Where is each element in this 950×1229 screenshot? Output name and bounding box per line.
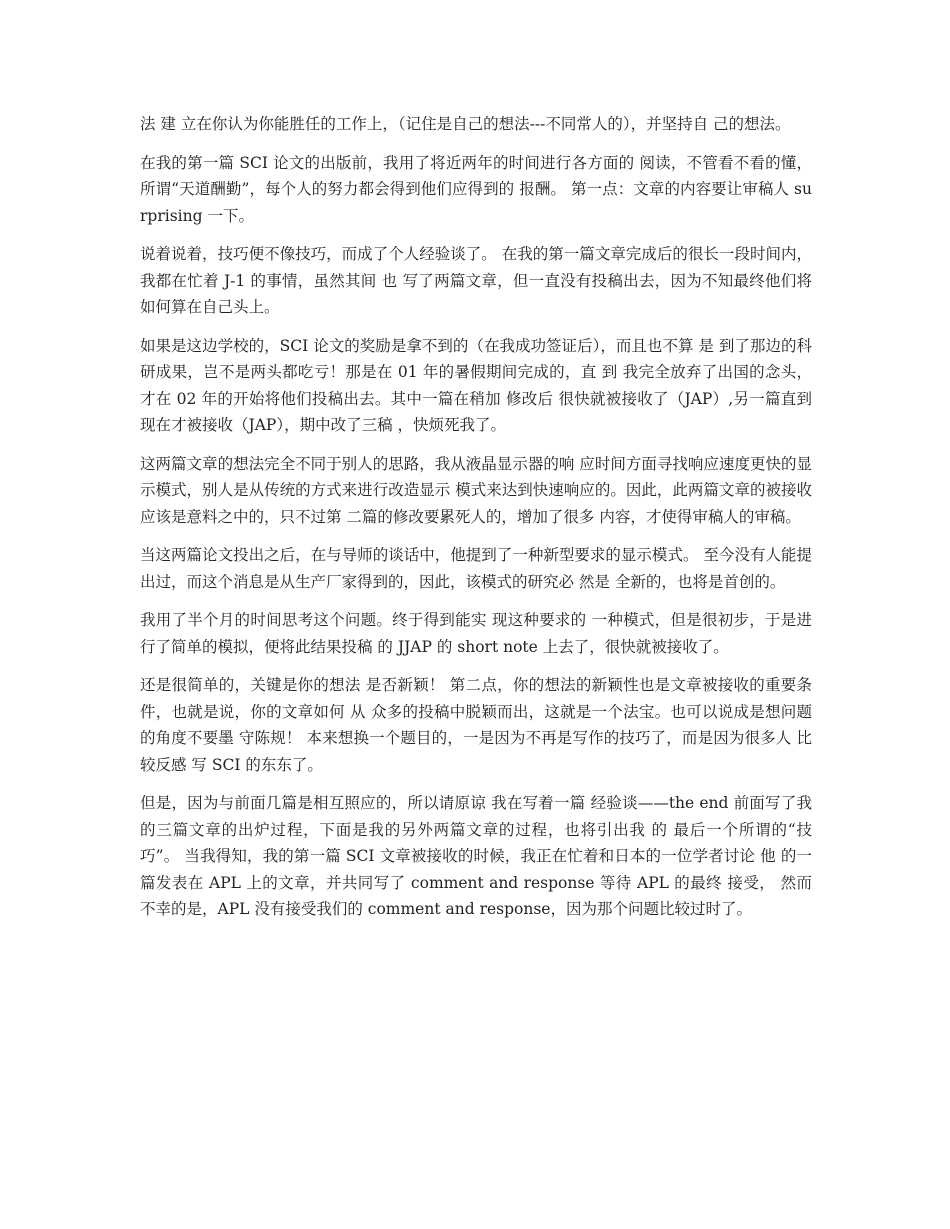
- paragraph: 但是，因为与前面几篇是相互照应的，所以请原谅 我在写着一篇 经验谈——the end 前面写了我的三篇文章的出炉过程，下面是我的另外两篇文章的过程，也将引出我 的 最后一个所谓的“技巧”。 当我得知，我的第一篇 SCI 文章被接收的时候，我正在忙着和日本的一位学者讨论 他 的一篇发表在 APL 上的文章，并共同写了 comment and response 等待 APL 的最终 接受， 然而不幸的是，APL 没有接受我们的 comment and response，因为那个问题比较过时了。: [140, 794, 812, 918]
- paragraph: 法 建 立在你认为你能胜任的工作上，（记住是自己的想法---不同常人的），并坚持自 己的想法。: [140, 115, 791, 133]
- paragraph: 当这两篇论文投出之后，在与导师的谈话中，他提到了一种新型要求的显示模式。 至今没有人能提出过，而这个消息是从生产厂家得到的，因此，该模式的研究必 然是 全新的，也将是首创的。: [140, 546, 812, 591]
- document-body: [140, 111, 812, 935]
- paragraph: 如果是这边学校的，SCI 论文的奖励是拿不到的（在我成功签证后），而且也不算 是 到了那边的科研成果，岂不是两头都吃亏！那是在 01 年的暑假期间完成的，直 到 我完全放弃了出国的念头，才在 02 年的开始将他们投稿出去。其中一篇在稍加 修改后 很快就被接收了（JAP）,另一篇直到现在才被接收（JAP），期中改了三稿 ，快烦死我了。: [140, 336, 812, 434]
- paragraph: 还是很简单的，关键是你的想法 是否新颖！ 第二点，你的想法的新颖性也是文章被接收的重要条件，也就是说，你的文章如何 从 众多的投稿中脱颖而出，这就是一个法宝。也可以说成是想问题的角度不要墨 守陈规！ 本来想换一个题目的，一是因为不再是写作的技巧了，而是因为很多人 比较反感 写 SCI 的东东了。: [140, 676, 812, 774]
- paragraph: 说着说着，技巧便不像技巧，而成了个人经验谈了。 在我的第一篇文章完成后的很长一段时间内，我都在忙着 J-1 的事情，虽然其间 也 写了两篇文章，但一直没有投稿出去，因为不知最终他们将如何算在自己头上。: [140, 245, 812, 316]
- paragraph: 这两篇文章的想法完全不同于别人的思路，我从液晶显示器的响 应时间方面寻找响应速度更快的显示模式，别人是从传统的方式来进行改造显示 模式来达到快速响应的。因此，此两篇文章的被接收应该是意料之中的，只不过第 二篇的修改要累死人的，增加了很多 内容，才使得审稿人的审稿。: [140, 454, 812, 526]
- paragraph: 我用了半个月的时间思考这个问题。终于得到能实 现这种要求的 一种模式，但是很初步，于是进行了简单的模拟，便将此结果投稿 的 JJAP 的 short note 上去了，很快就被接收了。: [140, 611, 812, 656]
- paragraph: 在我的第一篇 SCI 论文的出版前，我用了将近两年的时间进行各方面的 阅读，不管看不看的懂，所谓“天道酬勤”，每个人的努力都会得到他们应得到的 报酬。 第一点：文章的内容要让审稿人 surprising 一下。: [140, 153, 812, 225]
